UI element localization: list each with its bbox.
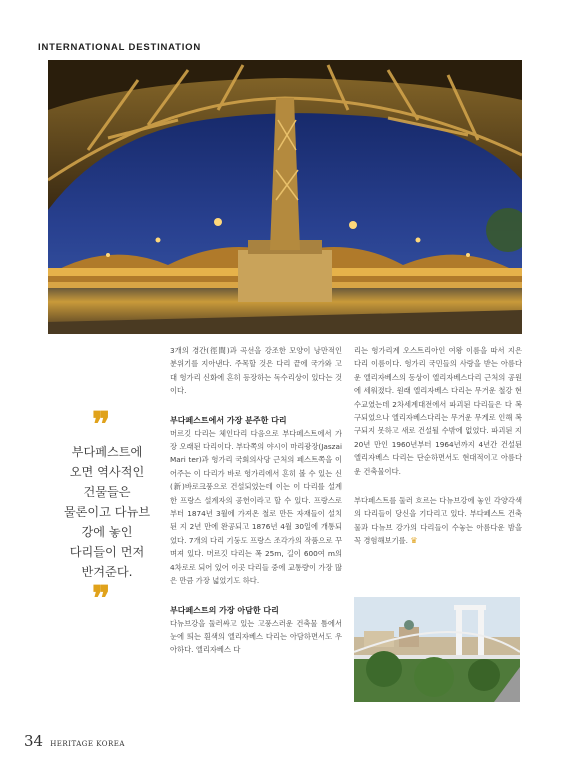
page-number: 34 bbox=[24, 732, 44, 750]
pull-quote-line: 물론이고 다뉴브 bbox=[63, 505, 151, 519]
pull-quote-line: 다리들이 먼저 bbox=[69, 545, 145, 559]
article-paragraph bbox=[354, 494, 522, 548]
section-heading: 부다페스트의 가장 아담한 다리 bbox=[170, 605, 279, 615]
pull-quote-line: 강에 놓인 bbox=[81, 525, 133, 539]
pull-quote-line: 부다페스트에 bbox=[71, 445, 143, 459]
article-paragraph: 3개의 경간(徑間)과 곡선을 강조한 모양이 낭만적인 분위기를 지아낸다. 주목할 것은 다리 끝에 국가와 고대 헝가리 신화에 흔히 등장하는 독수리상이 있다는 것이다. bbox=[170, 346, 342, 396]
page-footer bbox=[24, 731, 125, 750]
article-column-1 bbox=[170, 344, 342, 657]
elisabeth-bridge-photo bbox=[354, 597, 520, 702]
quote-open-icon: ❞ bbox=[92, 405, 111, 445]
section-label: INTERNATIONAL DESTINATION bbox=[38, 42, 202, 53]
article-paragraph: 다뉴브강을 둘러싸고 있는 고풍스러운 건축물 틈에서 눈에 띄는 흰색의 엘리자베스 다리는 아담하면서도 우아하다. 엘리자베스 다 bbox=[170, 618, 342, 655]
crown-icon: ♛ bbox=[410, 536, 418, 546]
section-heading: 부다페스트에서 가장 분주한 다리 bbox=[170, 415, 287, 425]
article-paragraph: 머르깃 다리는 체인다리 다음으로 부다페스트에서 가장 오래된 다리이다. 부다쪽의 야시이 마리광장(Jaszai Mari ter)과 헝가리 국회의사당 근처의 페스트쪽을 이어주는 이 다리가 바로 헝가리에서 흔히 볼 수 있는 신(新)바로크풍으로 건설되었는데 이는 이 다리를 설계한 프랑스 설계자의 공헌이라고 할 수 있다. 프랑스로부터 1874년 3월에 가져온 철로 만든 자재들이 설치된 지 2년 만에 완공되고 1876년 4월 30일에 개통되었다. 7개의 다리 기둥도 프랑스 조각가의 작품으로 꾸며져 있다. 머르깃 다리는 폭 25m, 길이 600여 m의 4차로로 되어 있어 이곳 다리들 중에 교통량이 가장 많은 만큼 가장 넓었기도 하다. bbox=[170, 428, 342, 586]
article-column-2 bbox=[354, 344, 522, 548]
pull-quote-line: 오면 역사적인 bbox=[69, 465, 145, 479]
article-paragraph: 리는 헝가리계 오스트리아인 여왕 이름을 따서 지은 다리 이름이다. 헝가리 국민들의 사랑을 받는 아름다운 엘리자베스의 동상이 엘리자베스다리 근처의 공원에 세워졌다. 원래 엘리자베스 다리는 무거운 철강 현수교였는데 2차세계대전에서 파괴된 다리들은 다 복구되었으나 엘리자베스다리는 무거운 무게로 인해 복구되지 못하고 새로 건설될 수밖에 없었다. 파괴된 지 20년 만인 1960년부터 1964년까지 4년간 건설된 엘리자베스 다리는 단순하면서도 현대적이고 아름다운 건축물이다. bbox=[354, 346, 522, 476]
closing-text: 부다페스트를 둘러 흐르는 다뉴브강에 놓인 각양각색의 다리들이 당신을 기다리고 있다. 부다페스트 건축물과 다뉴브 강가의 다리들이 수놓는 아름다운 밤을 꼭 경험해보기를. bbox=[354, 496, 522, 546]
pull-quote-line: 반겨준다. bbox=[81, 565, 133, 579]
pull-quote bbox=[58, 442, 156, 582]
pull-quote-line: 건물들은 bbox=[83, 485, 131, 499]
quote-close-icon: ❞ bbox=[92, 579, 111, 619]
hero-photo-margaret-bridge bbox=[48, 60, 522, 334]
publication-name: HERITAGE KOREA bbox=[50, 740, 125, 748]
